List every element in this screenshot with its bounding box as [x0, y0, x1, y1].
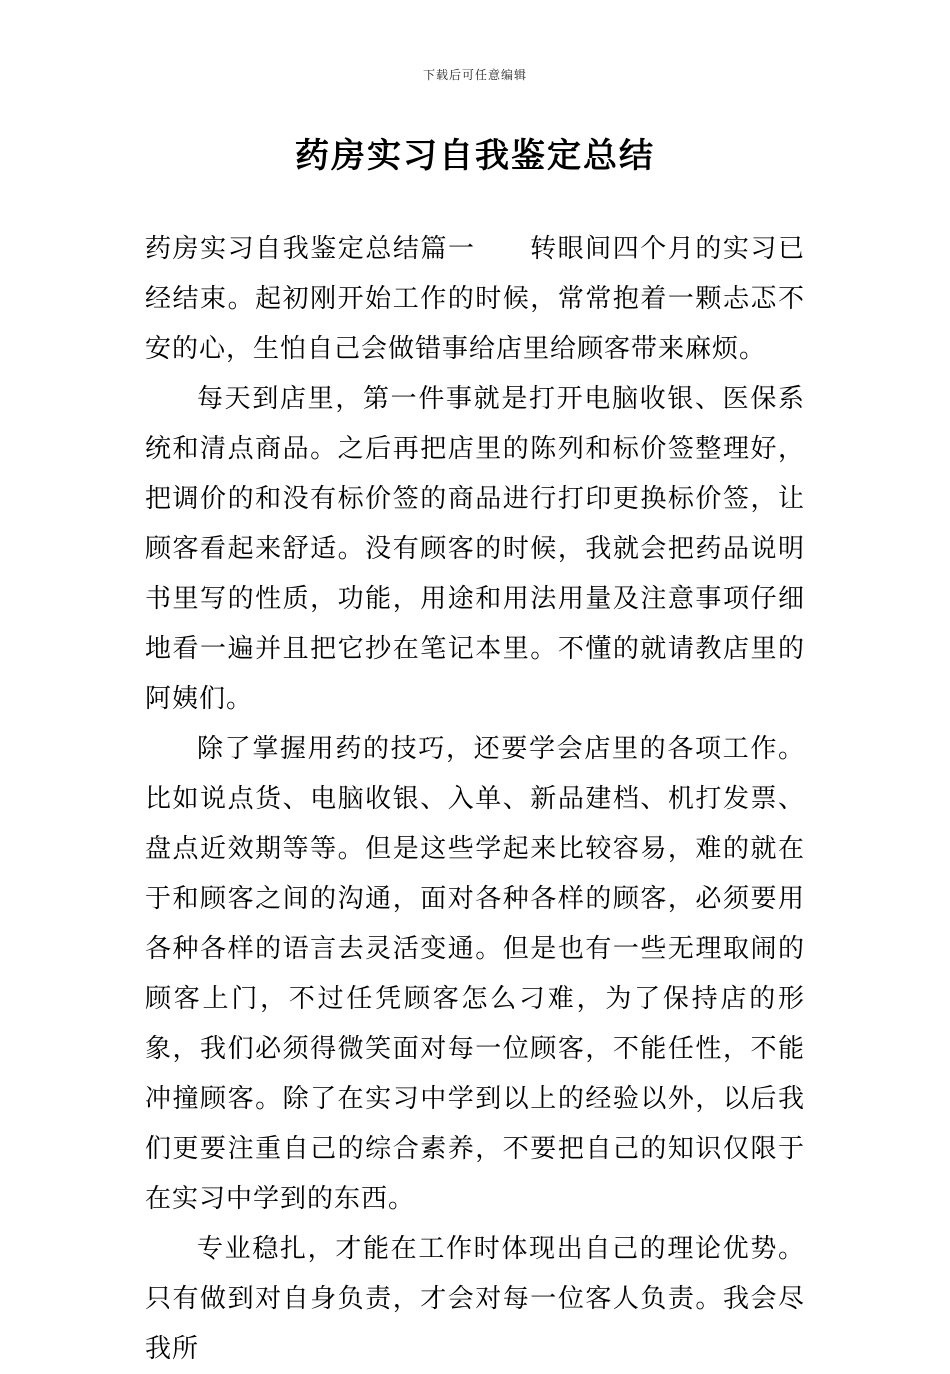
paragraph-1-lead: 药房实习自我鉴定总结篇一 — [145, 234, 476, 264]
paragraph-1 — [145, 224, 805, 374]
paragraph-2: 每天到店里，第一件事就是打开电脑收银、医保系统和清点商品。之后再把店里的陈列和标价签整理好，把调价的和没有标价签的商品进行打印更换标价签，让顾客看起来舒适。没有顾客的时候，我就会把药品说明书里写的性质，功能，用途和用法用量及注意事项仔细地看一遍并且把它抄在笔记本里。不懂的就请教店里的阿姨们。 — [145, 384, 805, 714]
paragraph-1-text: 转眼间四个月的实习已经结束。起初刚开始工作的时候，常常抱着一颗忐忑不安的心，生怕自己会做错事给店里给顾客带来麻烦。 — [145, 234, 805, 364]
header-note: 下载后可任意编辑 — [422, 68, 527, 82]
paragraph-4: 专业稳扎，才能在工作时体现出自己的理论优势。只有做到对自身负责，才会对每一位客人负责。我会尽我所 — [145, 1234, 805, 1364]
document-body — [145, 224, 805, 1374]
paragraph-3: 除了掌握用药的技巧，还要学会店里的各项工作。比如说点货、电脑收银、入单、新品建档、机打发票、盘点近效期等等。但是这些学起来比较容易，难的就在于和顾客之间的沟通，面对各种各样的顾客，必须要用各种各样的语言去灵活变通。但是也有一些无理取闹的顾客上门，不过任凭顾客怎么刁难，为了保持店的形象，我们必须得微笑面对每一位顾客，不能任性，不能冲撞顾客。除了在实习中学到以上的经验以外，以后我们更要注重自己的综合素养，不要把自己的知识仅限于在实习中学到的东西。 — [145, 734, 805, 1214]
document-title: 药房实习自我鉴定总结 — [295, 136, 655, 176]
